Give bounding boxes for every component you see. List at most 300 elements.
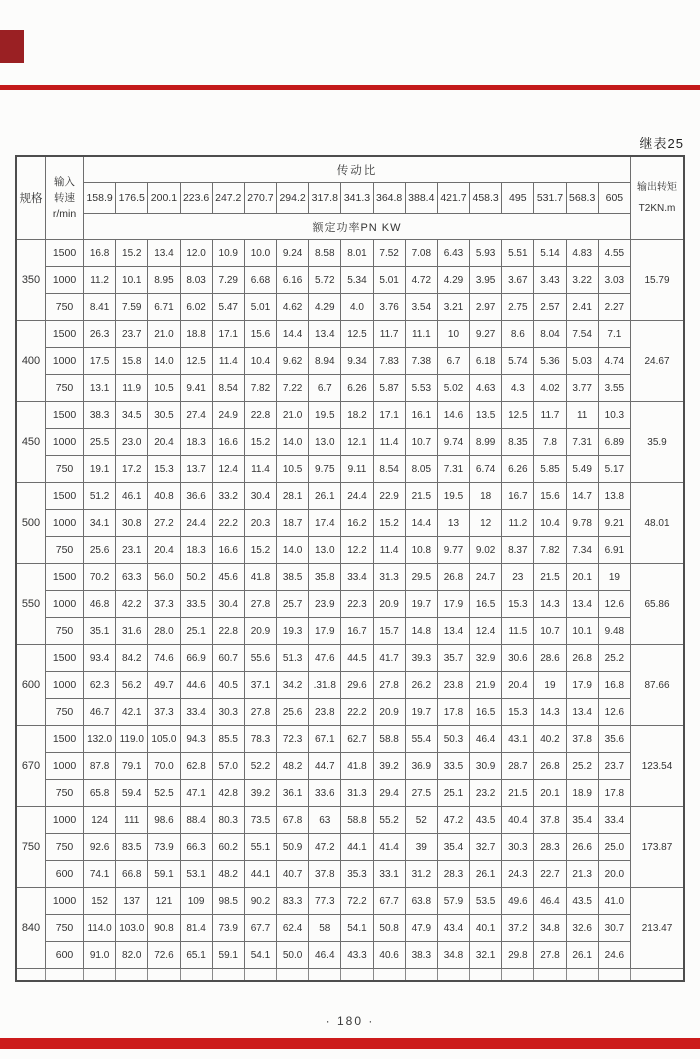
power-value-cell: 25.6 [84, 537, 116, 564]
power-value-cell: 17.9 [309, 618, 341, 645]
power-value-cell: 25.2 [566, 753, 598, 780]
power-value-cell: 19.1 [84, 456, 116, 483]
power-value-cell: 13.0 [309, 537, 341, 564]
power-value-cell: 17.9 [437, 591, 469, 618]
power-value-cell: 3.43 [534, 267, 566, 294]
power-value-cell: 12.5 [341, 321, 373, 348]
power-value-cell: 6.18 [470, 348, 502, 375]
power-value-cell: 66.8 [116, 861, 148, 888]
top-red-rule [0, 85, 700, 90]
power-value-cell: 5.02 [437, 375, 469, 402]
power-value-cell: 46.8 [84, 591, 116, 618]
ghost-cell [148, 969, 180, 982]
power-value-cell: 17.1 [373, 402, 405, 429]
power-value-cell: 31.3 [341, 780, 373, 807]
power-value-cell: 20.9 [373, 699, 405, 726]
speed-cell: 1500 [46, 240, 84, 267]
power-value-cell: 34.8 [534, 915, 566, 942]
power-value-cell: 33.5 [180, 591, 212, 618]
power-value-cell: 78.3 [244, 726, 276, 753]
power-value-cell: 8.37 [502, 537, 534, 564]
power-value-cell: 14.4 [277, 321, 309, 348]
power-row [16, 591, 684, 618]
power-value-cell: 25.7 [277, 591, 309, 618]
power-value-cell: 12.4 [470, 618, 502, 645]
power-value-cell: 23.8 [309, 699, 341, 726]
power-value-cell: 32.9 [470, 645, 502, 672]
power-value-cell: 53.1 [180, 861, 212, 888]
power-row [16, 267, 684, 294]
power-value-cell: 20.4 [502, 672, 534, 699]
power-value-cell: 38.5 [277, 564, 309, 591]
power-value-cell: 98.5 [212, 888, 244, 915]
ghost-cell [437, 969, 469, 982]
power-value-cell: 31.6 [116, 618, 148, 645]
power-value-cell: 47.9 [405, 915, 437, 942]
power-value-cell: 13.4 [437, 618, 469, 645]
speed-cell: 750 [46, 537, 84, 564]
power-value-cell: 43.5 [470, 807, 502, 834]
power-value-cell: 15.3 [502, 591, 534, 618]
power-value-cell: 105.0 [148, 726, 180, 753]
power-value-cell: 27.5 [405, 780, 437, 807]
power-value-cell: 74.1 [84, 861, 116, 888]
power-value-cell: 72.2 [341, 888, 373, 915]
power-value-cell: 21.0 [148, 321, 180, 348]
power-value-cell: 33.1 [373, 861, 405, 888]
power-row [16, 483, 684, 510]
power-value-cell: 24.4 [341, 483, 373, 510]
speed-cell: 1000 [46, 753, 84, 780]
ghost-cell [631, 969, 685, 982]
ghost-cell [212, 969, 244, 982]
power-value-cell: 24.7 [470, 564, 502, 591]
power-value-cell: 7.52 [373, 240, 405, 267]
power-value-cell: 62.3 [84, 672, 116, 699]
power-value-cell: 17.8 [437, 699, 469, 726]
ghost-cell [309, 969, 341, 982]
power-value-cell: 47.6 [309, 645, 341, 672]
power-value-cell: 83.5 [116, 834, 148, 861]
power-value-cell: 6.74 [470, 456, 502, 483]
ghost-cell [566, 969, 598, 982]
transmission-ratio-header: 传动比 [84, 156, 631, 183]
power-value-cell: 8.99 [470, 429, 502, 456]
ratio-header-cell: 605 [598, 183, 630, 214]
power-value-cell: 15.6 [534, 483, 566, 510]
power-value-cell: 16.2 [341, 510, 373, 537]
power-value-cell: 56.0 [148, 564, 180, 591]
power-value-cell: 8.35 [502, 429, 534, 456]
power-value-cell: 31.3 [373, 564, 405, 591]
power-value-cell: 40.4 [502, 807, 534, 834]
ratio-header-cell: 200.1 [148, 183, 180, 214]
power-value-cell: 66.9 [180, 645, 212, 672]
power-value-cell: 88.4 [180, 807, 212, 834]
power-row [16, 807, 684, 834]
power-value-cell: 52.5 [148, 780, 180, 807]
speed-cell: 1500 [46, 645, 84, 672]
power-value-cell: 40.5 [212, 672, 244, 699]
power-row [16, 942, 684, 969]
power-value-cell: 4.29 [437, 267, 469, 294]
power-value-cell: 57.9 [437, 888, 469, 915]
power-value-cell: 83.3 [277, 888, 309, 915]
power-value-cell: 9.78 [566, 510, 598, 537]
ratio-header-cell: 158.9 [84, 183, 116, 214]
power-value-cell: 11.2 [502, 510, 534, 537]
power-row [16, 375, 684, 402]
power-value-cell: 27.8 [244, 699, 276, 726]
power-value-cell: 14.7 [566, 483, 598, 510]
ratio-header-cell: 568.3 [566, 183, 598, 214]
power-value-cell: 9.77 [437, 537, 469, 564]
power-value-cell: 13.0 [309, 429, 341, 456]
ratio-header-cell: 364.8 [373, 183, 405, 214]
speed-cell: 750 [46, 375, 84, 402]
power-value-cell: 48.2 [277, 753, 309, 780]
power-value-cell: 28.3 [534, 834, 566, 861]
power-value-cell: 15.3 [502, 699, 534, 726]
power-row [16, 753, 684, 780]
power-value-cell: 20.1 [566, 564, 598, 591]
power-value-cell: 25.1 [437, 780, 469, 807]
power-value-cell: 9.21 [598, 510, 630, 537]
power-value-cell: 72.6 [148, 942, 180, 969]
power-value-cell: 26.6 [566, 834, 598, 861]
power-value-cell: 52 [405, 807, 437, 834]
power-value-cell: 4.74 [598, 348, 630, 375]
power-value-cell: 55.6 [244, 645, 276, 672]
power-value-cell: 63.3 [116, 564, 148, 591]
power-value-cell: 58.8 [373, 726, 405, 753]
power-value-cell: 47.1 [180, 780, 212, 807]
power-value-cell: 72.3 [277, 726, 309, 753]
power-value-cell: 3.76 [373, 294, 405, 321]
power-value-cell: 5.17 [598, 456, 630, 483]
power-value-cell: 11.7 [373, 321, 405, 348]
power-value-cell: 6.7 [437, 348, 469, 375]
ghost-cell [502, 969, 534, 982]
power-value-cell: 19.5 [437, 483, 469, 510]
power-value-cell: 8.05 [405, 456, 437, 483]
power-value-cell: 17.8 [598, 780, 630, 807]
speed-cell: 1000 [46, 348, 84, 375]
power-value-cell: 38.3 [84, 402, 116, 429]
power-value-cell: 25.2 [598, 645, 630, 672]
power-value-cell: 18 [470, 483, 502, 510]
power-value-cell: 35.8 [309, 564, 341, 591]
power-value-cell: 12 [470, 510, 502, 537]
power-value-cell: 43.3 [341, 942, 373, 969]
power-value-cell: 49.6 [502, 888, 534, 915]
speed-cell: 1000 [46, 591, 84, 618]
power-value-cell: 50.9 [277, 834, 309, 861]
power-value-cell: 20.9 [373, 591, 405, 618]
ghost-cell [405, 969, 437, 982]
power-value-cell: 41.8 [341, 753, 373, 780]
power-value-cell: 11.4 [212, 348, 244, 375]
ghost-cell [277, 969, 309, 982]
power-value-cell: 90.2 [244, 888, 276, 915]
power-value-cell: 49.7 [148, 672, 180, 699]
power-value-cell: 11.5 [502, 618, 534, 645]
power-value-cell: 50.8 [373, 915, 405, 942]
power-value-cell: 13.7 [180, 456, 212, 483]
power-value-cell: 30.5 [148, 402, 180, 429]
power-value-cell: 85.5 [212, 726, 244, 753]
power-value-cell: 3.67 [502, 267, 534, 294]
ratio-values-row [16, 183, 684, 214]
power-value-cell: 15.2 [244, 537, 276, 564]
power-value-cell: 25.5 [84, 429, 116, 456]
power-value-cell: 5.03 [566, 348, 598, 375]
power-value-cell: 10.3 [598, 402, 630, 429]
power-value-cell: 5.01 [373, 267, 405, 294]
power-value-cell: 67.1 [309, 726, 341, 753]
power-value-cell: 8.04 [534, 321, 566, 348]
power-value-cell: 37.3 [148, 591, 180, 618]
power-value-cell: 35.4 [437, 834, 469, 861]
power-value-cell: 7.29 [212, 267, 244, 294]
header-row-3 [16, 214, 684, 240]
power-value-cell: 4.62 [277, 294, 309, 321]
ghost-cell [16, 969, 46, 982]
power-value-cell: 10.1 [566, 618, 598, 645]
power-value-cell: 59.4 [116, 780, 148, 807]
power-value-cell: 87.8 [84, 753, 116, 780]
power-value-cell: 8.54 [212, 375, 244, 402]
power-value-cell: 42.8 [212, 780, 244, 807]
speed-cell: 1000 [46, 510, 84, 537]
ratio-header-cell: 341.3 [341, 183, 373, 214]
ratio-header-cell: 294.2 [277, 183, 309, 214]
ratio-header-cell: 247.2 [212, 183, 244, 214]
input-speed-header-line: 输入 [54, 175, 75, 188]
power-value-cell: 38.3 [405, 942, 437, 969]
power-value-cell: 15.8 [116, 348, 148, 375]
power-value-cell: 28.0 [148, 618, 180, 645]
torque-cell: 173.87 [631, 807, 685, 888]
ratio-header-cell: 421.7 [437, 183, 469, 214]
power-value-cell: 93.4 [84, 645, 116, 672]
power-value-cell: 30.4 [212, 591, 244, 618]
power-value-cell: 3.54 [405, 294, 437, 321]
speed-cell: 1000 [46, 807, 84, 834]
power-value-cell: 7.8 [534, 429, 566, 456]
power-value-cell: 55.1 [244, 834, 276, 861]
rated-power-header: 额定功率PN KW [84, 214, 631, 240]
power-value-cell: 13.4 [566, 699, 598, 726]
spec-cell: 550 [16, 564, 46, 645]
input-speed-header-line: r/min [52, 208, 77, 221]
power-value-cell: 6.16 [277, 267, 309, 294]
power-value-cell: 17.9 [566, 672, 598, 699]
power-value-cell: 56.2 [116, 672, 148, 699]
power-value-cell: 48.2 [212, 861, 244, 888]
power-value-cell: 5.01 [244, 294, 276, 321]
power-value-cell: 26.2 [405, 672, 437, 699]
power-value-cell: 25.6 [277, 699, 309, 726]
power-value-cell: 7.82 [244, 375, 276, 402]
power-value-cell: 14.3 [534, 591, 566, 618]
power-value-cell: 16.5 [470, 699, 502, 726]
power-value-cell: 15.2 [116, 240, 148, 267]
power-value-cell: 14.6 [437, 402, 469, 429]
power-value-cell: 42.2 [116, 591, 148, 618]
power-row [16, 834, 684, 861]
power-value-cell: 21.0 [277, 402, 309, 429]
power-value-cell: 20.3 [244, 510, 276, 537]
power-value-cell: 27.8 [244, 591, 276, 618]
power-value-cell: 10.7 [534, 618, 566, 645]
power-value-cell: 8.58 [309, 240, 341, 267]
power-row [16, 402, 684, 429]
power-row [16, 726, 684, 753]
power-value-cell: 9.74 [437, 429, 469, 456]
power-value-cell: 19 [534, 672, 566, 699]
ratio-header-cell: 270.7 [244, 183, 276, 214]
power-value-cell: 26.1 [309, 483, 341, 510]
power-value-cell: .31.8 [309, 672, 341, 699]
power-value-cell: 5.72 [309, 267, 341, 294]
power-value-cell: 5.53 [405, 375, 437, 402]
power-value-cell: 4.63 [470, 375, 502, 402]
power-value-cell: 15.2 [373, 510, 405, 537]
power-value-cell: 73.9 [212, 915, 244, 942]
power-value-cell: 8.95 [148, 267, 180, 294]
power-value-cell: 11.4 [244, 456, 276, 483]
power-value-cell: 12.5 [180, 348, 212, 375]
power-value-cell: 18.8 [180, 321, 212, 348]
power-value-cell: 4.3 [502, 375, 534, 402]
power-row [16, 861, 684, 888]
power-value-cell: 15.7 [373, 618, 405, 645]
power-value-cell: 7.31 [437, 456, 469, 483]
power-value-cell: 23.7 [116, 321, 148, 348]
power-value-cell: 27.2 [148, 510, 180, 537]
power-row [16, 564, 684, 591]
power-value-cell: 6.7 [309, 375, 341, 402]
power-value-cell: 114.0 [84, 915, 116, 942]
power-value-cell: 7.83 [373, 348, 405, 375]
power-value-cell: 8.03 [180, 267, 212, 294]
power-value-cell: 82.0 [116, 942, 148, 969]
power-value-cell: 16.6 [212, 429, 244, 456]
power-value-cell: 30.9 [470, 753, 502, 780]
power-value-cell: 3.77 [566, 375, 598, 402]
power-value-cell: 30.7 [598, 915, 630, 942]
speed-cell: 750 [46, 780, 84, 807]
power-value-cell: 40.2 [534, 726, 566, 753]
torque-cell: 65.86 [631, 564, 685, 645]
table-continuation-label: 继表25 [639, 136, 684, 151]
power-value-cell: 36.6 [180, 483, 212, 510]
power-value-cell: 8.01 [341, 240, 373, 267]
power-value-cell: 3.21 [437, 294, 469, 321]
power-value-cell: 37.8 [309, 861, 341, 888]
power-value-cell: 13 [437, 510, 469, 537]
power-value-cell: 33.4 [180, 699, 212, 726]
power-value-cell: 94.3 [180, 726, 212, 753]
power-value-cell: 26.1 [470, 861, 502, 888]
power-value-cell: 46.1 [116, 483, 148, 510]
power-value-cell: 7.08 [405, 240, 437, 267]
power-value-cell: 10.4 [534, 510, 566, 537]
power-value-cell: 14.3 [534, 699, 566, 726]
power-value-cell: 8.6 [502, 321, 534, 348]
power-row [16, 510, 684, 537]
power-value-cell: 14.0 [277, 429, 309, 456]
power-value-cell: 67.8 [277, 807, 309, 834]
power-value-cell: 6.02 [180, 294, 212, 321]
ghost-cell [341, 969, 373, 982]
power-value-cell: 13.8 [598, 483, 630, 510]
ratio-header-cell: 458.3 [470, 183, 502, 214]
power-value-cell: 124 [84, 807, 116, 834]
power-value-cell: 20.4 [148, 537, 180, 564]
power-rating-table [15, 155, 685, 982]
power-value-cell: 37.1 [244, 672, 276, 699]
power-row [16, 429, 684, 456]
power-value-cell: 5.34 [341, 267, 373, 294]
power-value-cell: 41.7 [373, 645, 405, 672]
power-value-cell: 17.4 [309, 510, 341, 537]
power-value-cell: 14.4 [405, 510, 437, 537]
power-value-cell: 65.8 [84, 780, 116, 807]
power-value-cell: 7.1 [598, 321, 630, 348]
power-row [16, 456, 684, 483]
power-value-cell: 44.7 [309, 753, 341, 780]
spec-cell: 450 [16, 402, 46, 483]
power-value-cell: 84.2 [116, 645, 148, 672]
power-value-cell: 43.4 [437, 915, 469, 942]
power-value-cell: 18.7 [277, 510, 309, 537]
power-value-cell: 5.87 [373, 375, 405, 402]
power-row [16, 618, 684, 645]
power-value-cell: 35.7 [437, 645, 469, 672]
power-value-cell: 21.5 [534, 564, 566, 591]
header-row-1 [16, 156, 684, 183]
power-value-cell: 70.0 [148, 753, 180, 780]
power-value-cell: 16.7 [502, 483, 534, 510]
power-value-cell: 37.8 [566, 726, 598, 753]
input-speed-column-header [46, 156, 84, 240]
power-value-cell: 17.1 [212, 321, 244, 348]
power-value-cell: 17.2 [116, 456, 148, 483]
power-value-cell: 31.2 [405, 861, 437, 888]
power-value-cell: 8.54 [373, 456, 405, 483]
speed-cell: 1000 [46, 429, 84, 456]
power-value-cell: 2.41 [566, 294, 598, 321]
output-torque-header-line: T2KN.m [638, 203, 676, 214]
power-value-cell: 132.0 [84, 726, 116, 753]
power-value-cell: 22.3 [341, 591, 373, 618]
power-value-cell: 29.4 [373, 780, 405, 807]
power-value-cell: 10.9 [212, 240, 244, 267]
power-value-cell: 60.2 [212, 834, 244, 861]
power-value-cell: 3.95 [470, 267, 502, 294]
power-value-cell: 26.1 [566, 942, 598, 969]
power-value-cell: 9.75 [309, 456, 341, 483]
power-row [16, 672, 684, 699]
power-value-cell: 73.9 [148, 834, 180, 861]
power-value-cell: 13.4 [566, 591, 598, 618]
power-value-cell: 11.9 [116, 375, 148, 402]
power-value-cell: 19 [598, 564, 630, 591]
power-value-cell: 30.4 [244, 483, 276, 510]
power-value-cell: 25.0 [598, 834, 630, 861]
